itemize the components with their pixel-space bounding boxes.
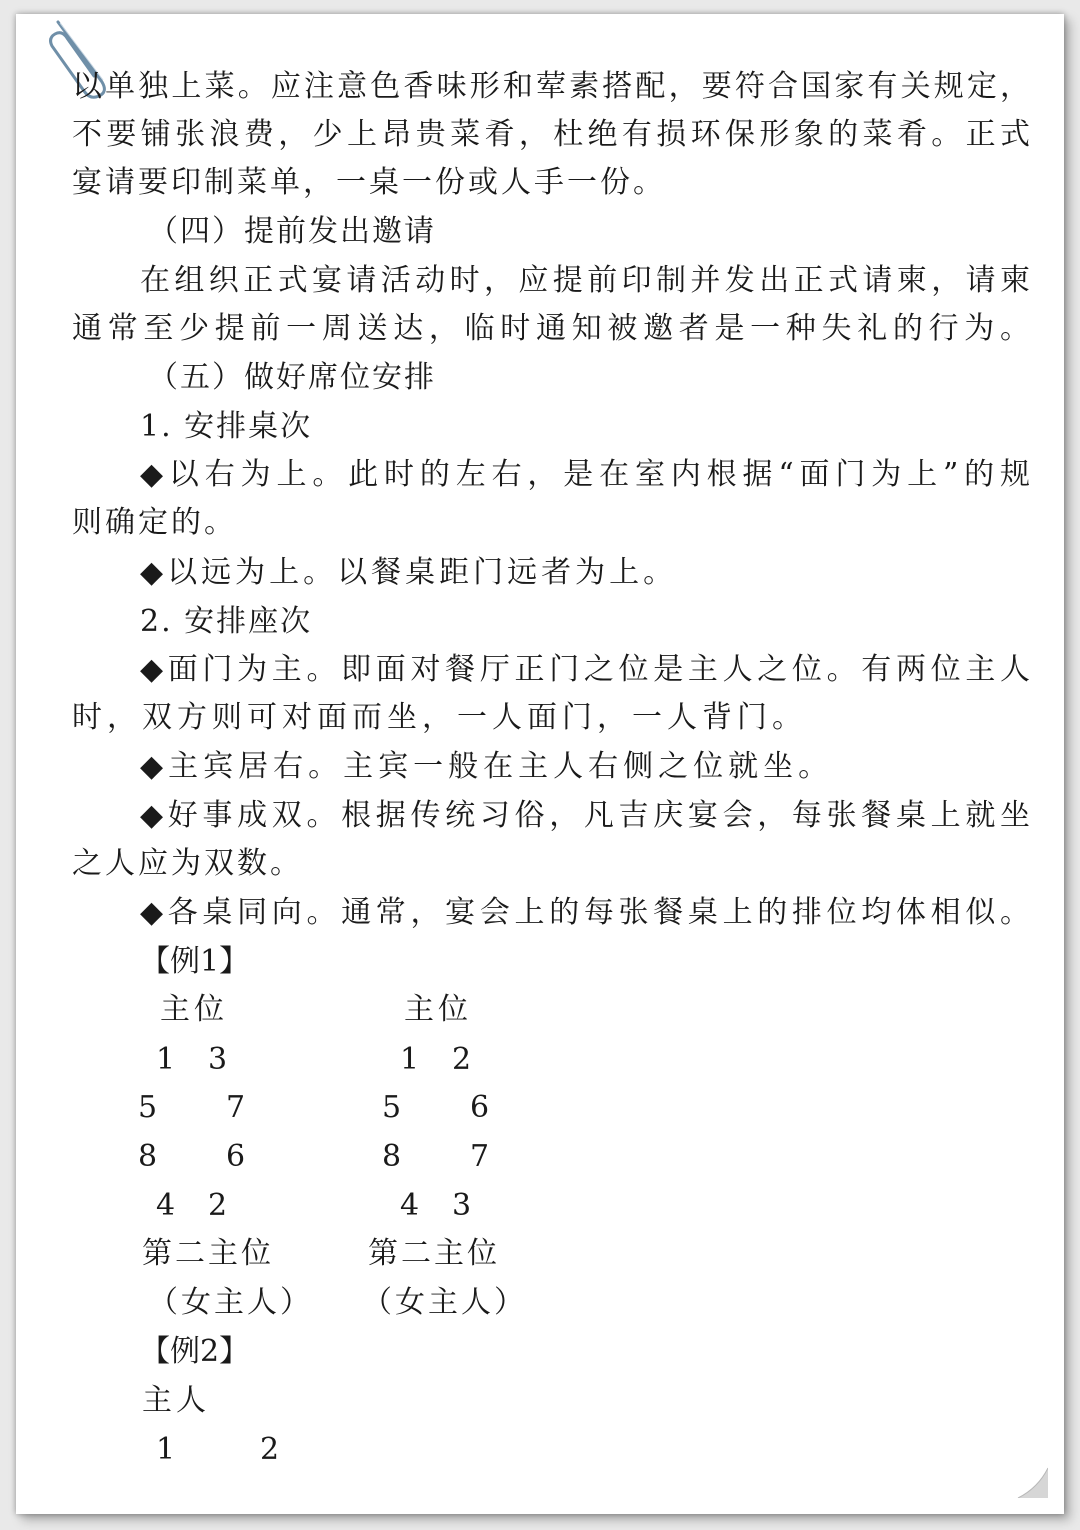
bullet-line: ◆主宾居右。主宾一般在主人右侧之位就坐。 [140, 749, 834, 784]
seat-number: 1 [156, 1042, 176, 1077]
seat-label-hostess: （女主人） [362, 1285, 527, 1320]
bullet-line: ◆面门为主。即面对餐厅正门之位是主人之位。有两位主人 [140, 652, 1030, 687]
seat-number: 2 [260, 1432, 280, 1467]
bullet-line: ◆各桌同向。通常，宴会上的每张餐桌上的排位均体相似。 [140, 895, 1030, 930]
bullet-line: 则确定的。 [72, 505, 237, 540]
seat-number: 8 [382, 1139, 402, 1174]
seat-number: 7 [470, 1139, 490, 1174]
seat-number: 1 [400, 1042, 420, 1077]
seat-number: 5 [382, 1090, 402, 1125]
paragraph-line: 以单独上菜。应注意色香味形和荤素搭配，要符合国家有关规定， [72, 69, 1030, 104]
seat-number: 1 [156, 1432, 176, 1467]
bullet-line: 时，双方则可对面而坐，一人面门，一人背门。 [72, 700, 807, 735]
seat-number: 6 [470, 1090, 490, 1125]
paragraph-line: 不要铺张浪费，少上昂贵菜肴，杜绝有损环保形象的菜肴。正式 [72, 117, 1030, 152]
seat-number: 8 [138, 1139, 158, 1174]
page-curl-icon [1008, 1458, 1048, 1498]
paragraph-line: 宴请要印制菜单，一桌一份或人手一份。 [72, 165, 666, 200]
paragraph-line: 在组织正式宴请活动时，应提前印制并发出正式请柬，请柬 [140, 263, 1030, 298]
seat-number: 5 [138, 1090, 158, 1125]
seat-label-second-host: 第二主位 [142, 1236, 274, 1271]
example-label: 【例1】 [140, 944, 250, 979]
seat-number: 7 [226, 1090, 246, 1125]
subsection-heading: 1. 安排桌次 [140, 409, 313, 444]
seat-number: 3 [208, 1042, 228, 1077]
bullet-line: ◆以远为上。以餐桌距门远者为上。 [140, 555, 678, 590]
seat-number: 3 [452, 1188, 472, 1223]
bullet-line: ◆以右为上。此时的左右，是在室内根据“面门为上”的规 [140, 457, 1030, 492]
paragraph-line: 通常至少提前一周送达，临时通知被邀者是一种失礼的行为。 [72, 311, 1030, 346]
seat-number: 4 [400, 1188, 420, 1223]
seat-label-second-host: 第二主位 [368, 1236, 500, 1271]
seat-number: 2 [208, 1188, 228, 1223]
seat-number: 6 [226, 1139, 246, 1174]
bullet-line: ◆好事成双。根据传统习俗，凡吉庆宴会，每张餐桌上就坐 [140, 798, 1030, 833]
subsection-heading: 2. 安排座次 [140, 604, 313, 639]
seat-label-host: 主人 [142, 1383, 210, 1418]
section-heading: （五）做好席位安排 [148, 360, 436, 395]
example-label: 【例2】 [140, 1334, 250, 1369]
seat-label-host: 主位 [160, 992, 228, 1027]
seat-label-hostess: （女主人） [148, 1285, 313, 1320]
seat-label-host: 主位 [404, 992, 472, 1027]
section-heading: （四）提前发出邀请 [148, 214, 436, 249]
bullet-line: 之人应为双数。 [72, 846, 303, 881]
seat-number: 4 [156, 1188, 176, 1223]
seat-number: 2 [452, 1042, 472, 1077]
